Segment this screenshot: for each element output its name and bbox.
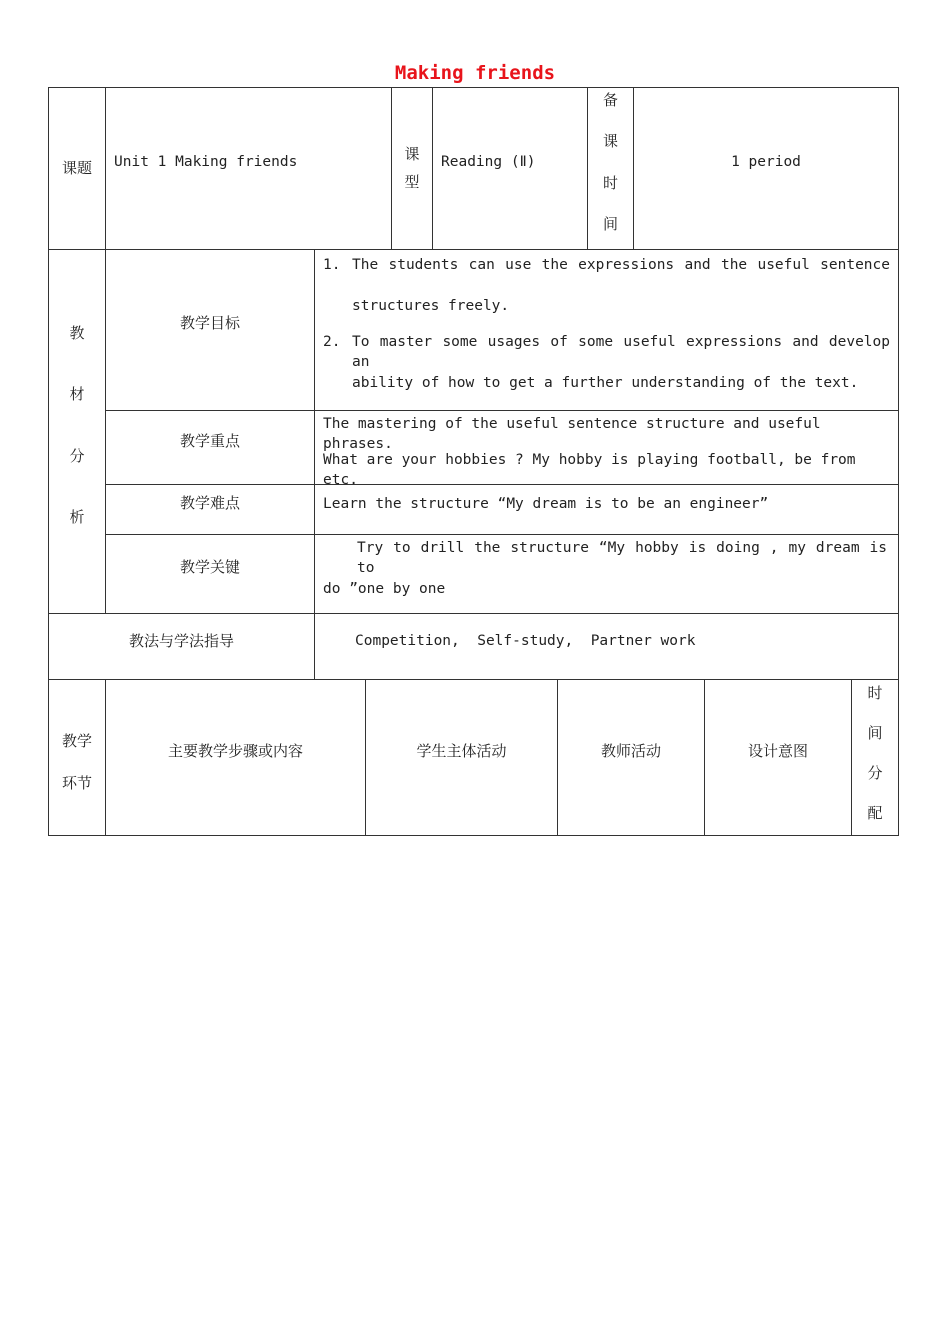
time-value: 1 period — [731, 154, 801, 170]
goal-line: structures freely. — [352, 298, 510, 314]
type-value: Reading (Ⅱ) — [441, 154, 536, 170]
goal-line: To master some usages of some useful expressions and develop an — [352, 334, 890, 370]
methods-text: Competition, Self-study, Partner work — [355, 633, 696, 649]
key-points-line: The mastering of the useful sentence structure and useful phrases. — [323, 416, 821, 452]
stage-label-line: 教学 — [61, 732, 92, 750]
teacher-activity-label: 教师活动 — [600, 742, 661, 760]
steps-label: 主要教学步骤或内容 — [167, 742, 303, 760]
time-allocation-label — [852, 683, 898, 823]
time-label-char: 时 — [867, 684, 883, 702]
difficulty-text: Learn the structure “My dream is to be an engineer” — [323, 496, 769, 512]
goal-line: ability of how to get a further understanding of the text. — [352, 375, 859, 391]
analysis-label-char: 教 — [69, 324, 85, 342]
type-label-char: 课 — [404, 145, 420, 163]
stage-label — [49, 720, 105, 804]
topic-label: 课题 — [61, 159, 92, 177]
time-label-char: 配 — [867, 804, 883, 822]
topic-value: Unit 1 Making friends — [114, 154, 298, 170]
prep-label-char: 时 — [602, 173, 618, 192]
goal-line: The students can use the expressions and the useful sentence — [352, 257, 890, 273]
key-label: 教学关键 — [179, 558, 240, 576]
prep-time-label — [588, 90, 633, 234]
key-line: do ”one by one — [323, 581, 446, 597]
prep-label-char: 课 — [602, 132, 618, 151]
key-line: Try to drill the structure “My hobby is doing , my dream is to — [357, 540, 887, 576]
key-points-label: 教学重点 — [179, 432, 240, 450]
prep-label-char: 备 — [602, 91, 618, 109]
goals-label: 教学目标 — [179, 314, 240, 332]
difficulty-label: 教学难点 — [179, 494, 240, 512]
design-intent-label: 设计意图 — [747, 742, 808, 760]
goal-number: 2. — [323, 334, 341, 350]
student-activity-label: 学生主体活动 — [416, 742, 507, 760]
goal-number: 1. — [323, 257, 341, 273]
analysis-label-char: 析 — [69, 507, 85, 526]
type-label — [392, 144, 432, 192]
analysis-label-char: 分 — [69, 446, 85, 465]
type-label-char: 型 — [404, 173, 420, 191]
stage-label-line: 环节 — [61, 774, 92, 792]
document-title: Making friends — [394, 62, 556, 84]
analysis-label-char: 材 — [69, 385, 85, 404]
key-points-line: What are your hobbies ? My hobby is playing football, be from etc. — [323, 452, 856, 488]
methods-label: 教法与学法指导 — [128, 632, 234, 650]
analysis-group-label — [49, 323, 105, 527]
time-label-char: 分 — [867, 764, 883, 782]
prep-label-char: 间 — [602, 214, 618, 233]
time-label-char: 间 — [867, 724, 883, 742]
